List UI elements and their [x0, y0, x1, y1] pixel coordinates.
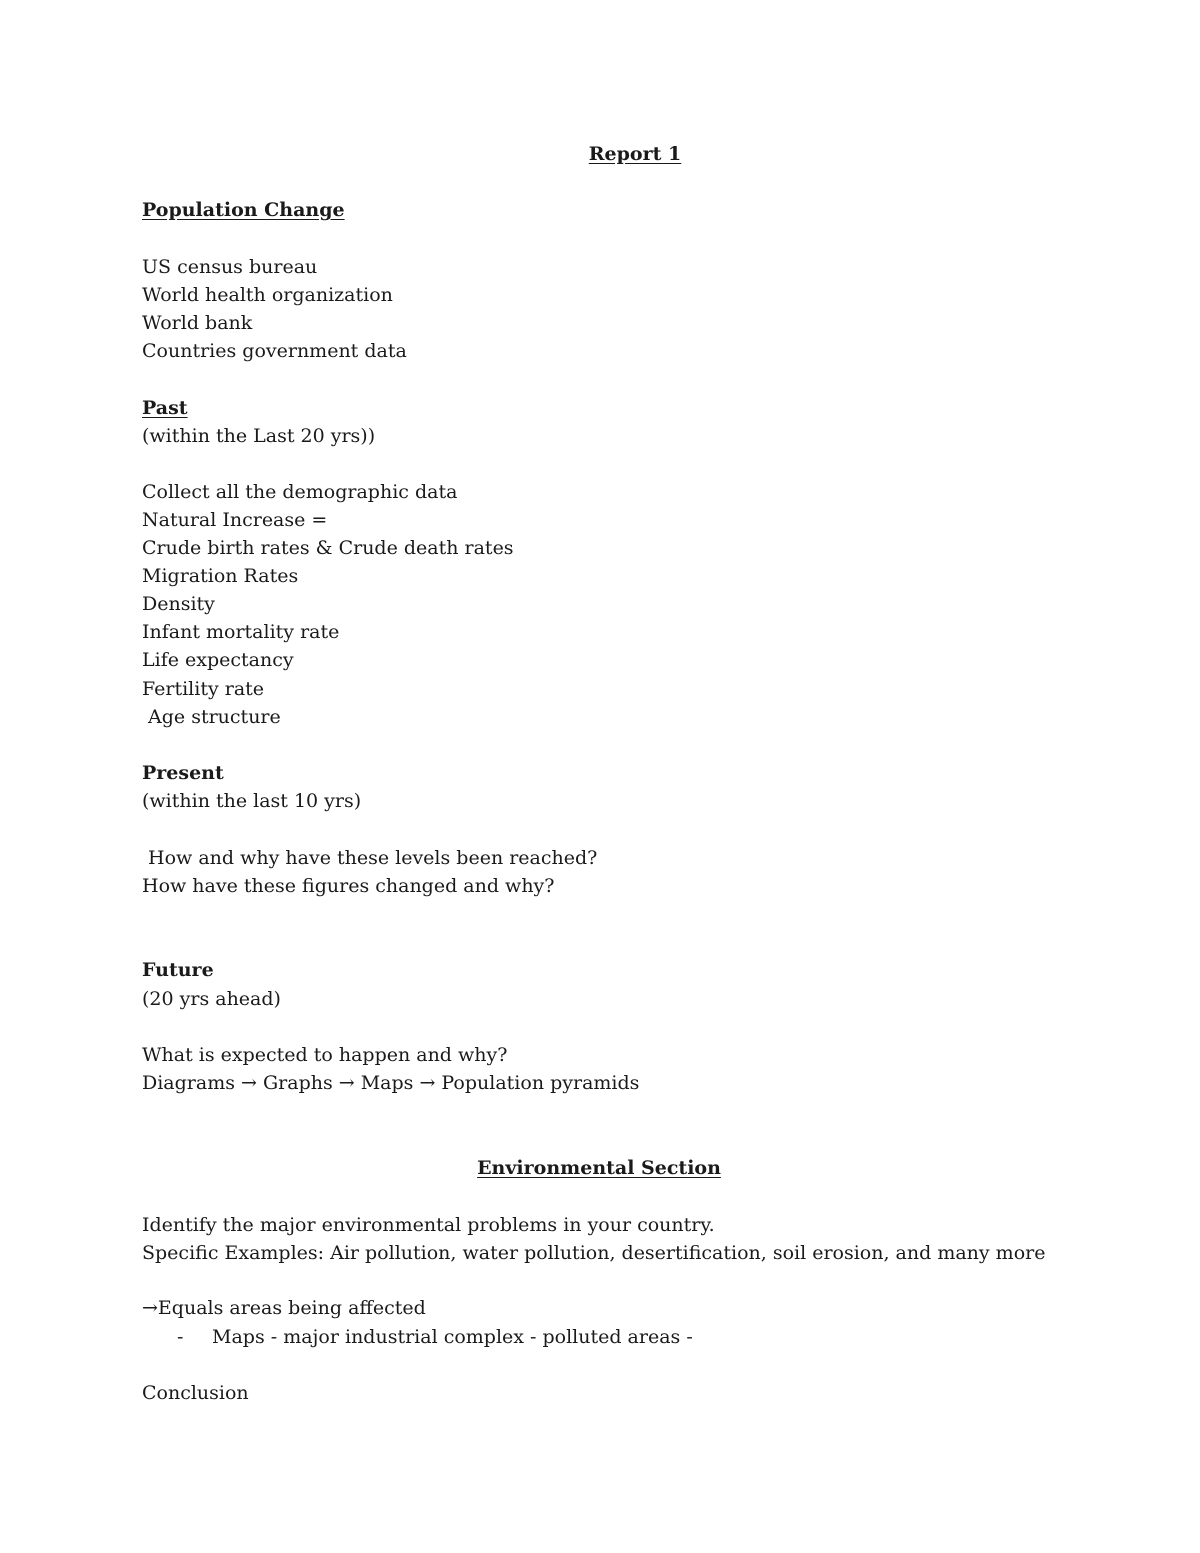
report-title: Report 1	[588, 143, 682, 165]
environment-line: Identify the major environmental problems in your country.	[142, 1214, 715, 1236]
past-item: Fertility rate	[142, 678, 265, 700]
past-item: Collect all the demographic data	[142, 481, 458, 503]
source-item: World bank	[142, 312, 253, 334]
past-item: Density	[142, 593, 215, 615]
affected-areas-line: →Equals areas being affected	[142, 1297, 426, 1319]
future-heading: Future	[142, 959, 214, 981]
past-item: Age structure	[142, 706, 281, 728]
present-range: (within the last 10 yrs)	[142, 790, 362, 812]
future-item: Diagrams → Graphs → Maps → Population pyramids	[142, 1072, 640, 1094]
past-item: Migration Rates	[142, 565, 299, 587]
environmental-section-heading: Environmental Section	[477, 1157, 721, 1179]
past-item: Infant mortality rate	[142, 621, 340, 643]
environment-line: Specific Examples: Air pollution, water pollution, desertification, soil erosion, and many more	[142, 1242, 1046, 1264]
conclusion-label: Conclusion	[142, 1382, 249, 1404]
source-item: US census bureau	[142, 256, 318, 278]
present-item: How have these figures changed and why?	[142, 875, 555, 897]
future-item: What is expected to happen and why?	[142, 1044, 508, 1066]
future-range: (20 yrs ahead)	[142, 988, 281, 1010]
source-item: Countries government data	[142, 340, 407, 362]
population-change-heading: Population Change	[142, 199, 345, 221]
source-item: World health organization	[142, 284, 393, 306]
past-item: Life expectancy	[142, 649, 294, 671]
bullet-dash: -	[177, 1326, 184, 1348]
past-range: (within the Last 20 yrs))	[142, 425, 376, 447]
past-item: Natural Increase =	[142, 509, 328, 531]
past-heading: Past	[142, 397, 188, 419]
past-item: Crude birth rates & Crude death rates	[142, 537, 514, 559]
bullet-item: Maps - major industrial complex - polluted areas -	[212, 1326, 693, 1348]
present-item: How and why have these levels been reached?	[142, 847, 598, 869]
present-heading: Present	[142, 762, 224, 784]
